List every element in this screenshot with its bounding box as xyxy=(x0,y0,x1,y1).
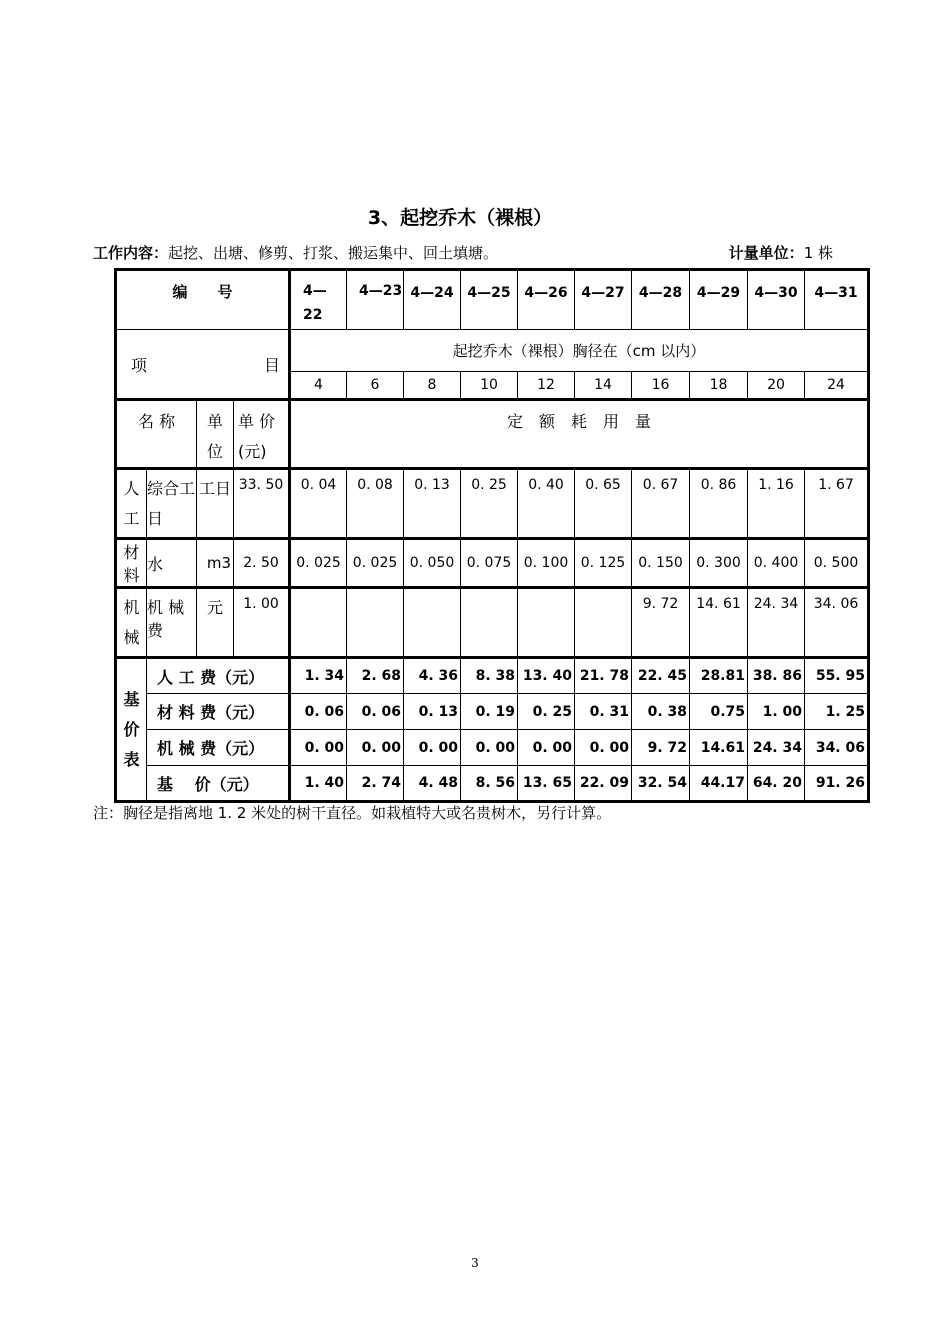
diameter-cell: 18 xyxy=(690,372,748,400)
quota-value: 1. 67 xyxy=(805,469,869,539)
quota-value: 14. 61 xyxy=(690,588,748,658)
base-row-label: 基 价（元） xyxy=(147,766,290,802)
base-total-row xyxy=(116,766,869,802)
code-cell: 4—26 xyxy=(518,270,575,330)
diameter-cell: 24 xyxy=(805,372,869,400)
row-unit: 工日 xyxy=(197,469,234,539)
row-category: 机械 xyxy=(116,588,147,658)
code-cell: 4—31 xyxy=(805,270,869,330)
code-cell: 4—24 xyxy=(404,270,461,330)
base-row-label: 人 工 费（元） xyxy=(147,658,290,694)
base-value: 1. 34 xyxy=(290,658,347,694)
base-value: 0. 00 xyxy=(575,730,632,766)
machinery-row xyxy=(116,588,869,658)
quota-value: 0. 67 xyxy=(632,469,690,539)
base-value: 64. 20 xyxy=(748,766,805,802)
quota-value: 0. 04 xyxy=(290,469,347,539)
base-value: 28.81 xyxy=(690,658,748,694)
base-value: 13. 65 xyxy=(518,766,575,802)
name-header: 名 称 xyxy=(116,400,197,469)
quota-value: 0. 125 xyxy=(575,539,632,588)
quota-value: 0. 500 xyxy=(805,539,869,588)
quota-value xyxy=(290,588,347,658)
base-value: 55. 95 xyxy=(805,658,869,694)
base-machinery-row xyxy=(116,730,869,766)
unit-header: 单位 xyxy=(197,400,234,469)
quota-value: 0. 86 xyxy=(690,469,748,539)
work-content-line xyxy=(93,242,833,263)
price-header: 单 价(元) xyxy=(234,400,290,469)
base-price-label: 基价表 xyxy=(116,658,147,802)
quota-value xyxy=(404,588,461,658)
quota-value: 0. 150 xyxy=(632,539,690,588)
base-value: 2. 68 xyxy=(347,658,404,694)
row-unit: m3 xyxy=(197,539,234,588)
base-value: 44.17 xyxy=(690,766,748,802)
material-row xyxy=(116,539,869,588)
work-content-text: 起挖、出塘、修剪、打浆、搬运集中、回土填塘。 xyxy=(168,244,499,262)
base-value: 38. 86 xyxy=(748,658,805,694)
quota-value: 0. 08 xyxy=(347,469,404,539)
quota-value: 0. 025 xyxy=(290,539,347,588)
base-value: 22. 45 xyxy=(632,658,690,694)
quota-value: 0. 13 xyxy=(404,469,461,539)
quota-value xyxy=(347,588,404,658)
base-value: 21. 78 xyxy=(575,658,632,694)
quota-value: 0. 40 xyxy=(518,469,575,539)
base-value: 8. 38 xyxy=(461,658,518,694)
base-material-row xyxy=(116,694,869,730)
base-value: 14.61 xyxy=(690,730,748,766)
base-value: 22. 09 xyxy=(575,766,632,802)
row-price: 2. 50 xyxy=(234,539,290,588)
code-cell: 4—22 xyxy=(290,270,347,330)
quota-value: 24. 34 xyxy=(748,588,805,658)
row-category: 材料 xyxy=(116,539,147,588)
base-value: 32. 54 xyxy=(632,766,690,802)
base-value: 8. 56 xyxy=(461,766,518,802)
code-cell: 4—25 xyxy=(461,270,518,330)
code-cell: 4—29 xyxy=(690,270,748,330)
base-value: 0. 19 xyxy=(461,694,518,730)
code-cell: 4—27 xyxy=(575,270,632,330)
measure-unit-label: 计量单位： xyxy=(728,244,804,262)
item-row xyxy=(116,330,869,372)
row-unit: 元 xyxy=(197,588,234,658)
quota-value: 0. 100 xyxy=(518,539,575,588)
quota-value: 0. 075 xyxy=(461,539,518,588)
work-content-label: 工作内容： xyxy=(93,244,169,262)
base-value: 0. 00 xyxy=(290,730,347,766)
base-value: 0. 00 xyxy=(461,730,518,766)
base-row-label: 机 械 费（元） xyxy=(147,730,290,766)
diameter-cell: 14 xyxy=(575,372,632,400)
code-cell: 4—30 xyxy=(748,270,805,330)
quota-value: 0. 400 xyxy=(748,539,805,588)
diameter-cell: 4 xyxy=(290,372,347,400)
base-value: 0. 06 xyxy=(290,694,347,730)
quota-table xyxy=(114,268,870,803)
base-value: 0. 38 xyxy=(632,694,690,730)
footnote: 注：胸径是指离地 1. 2 米处的树干直径。如栽植特大或名贵树木，另行计算。 xyxy=(93,804,612,822)
base-value: 2. 74 xyxy=(347,766,404,802)
measure-unit xyxy=(729,242,833,263)
row-category: 人工 xyxy=(116,469,147,539)
quota-value: 0. 300 xyxy=(690,539,748,588)
quota-value: 0. 050 xyxy=(404,539,461,588)
quota-value xyxy=(461,588,518,658)
base-value: 0.75 xyxy=(690,694,748,730)
row-name: 综合工日 xyxy=(147,469,197,539)
measure-unit-value: 1 株 xyxy=(803,244,833,262)
base-value: 13. 40 xyxy=(518,658,575,694)
quota-value: 0. 65 xyxy=(575,469,632,539)
base-value: 0. 25 xyxy=(518,694,575,730)
item-label-cell xyxy=(116,330,290,400)
diameter-cell: 6 xyxy=(347,372,404,400)
row-name: 机 械 费 xyxy=(147,588,197,658)
quota-value xyxy=(518,588,575,658)
code-cell: 4—23 xyxy=(347,270,404,330)
row-price: 33. 50 xyxy=(234,469,290,539)
base-value: 4. 36 xyxy=(404,658,461,694)
quota-value: 34. 06 xyxy=(805,588,869,658)
page-number: 3 xyxy=(471,1256,479,1270)
diameter-cell: 8 xyxy=(404,372,461,400)
diameter-cell: 12 xyxy=(518,372,575,400)
diameter-cell: 10 xyxy=(461,372,518,400)
quota-value: 9. 72 xyxy=(632,588,690,658)
base-value: 0. 13 xyxy=(404,694,461,730)
item-label-left: 项 xyxy=(131,355,148,375)
quota-header: 定 额 耗 用 量 xyxy=(290,400,869,469)
base-value: 0. 06 xyxy=(347,694,404,730)
diameter-cell: 16 xyxy=(632,372,690,400)
code-cell: 4—28 xyxy=(632,270,690,330)
base-value: 1. 25 xyxy=(805,694,869,730)
quota-value: 1. 16 xyxy=(748,469,805,539)
base-value: 34. 06 xyxy=(805,730,869,766)
base-value: 4. 48 xyxy=(404,766,461,802)
base-labor-row xyxy=(116,658,869,694)
labor-row xyxy=(116,469,869,539)
base-value: 9. 72 xyxy=(632,730,690,766)
row-price: 1. 00 xyxy=(234,588,290,658)
base-value: 0. 00 xyxy=(404,730,461,766)
row-name: 水 xyxy=(147,539,197,588)
base-value: 1. 00 xyxy=(748,694,805,730)
base-value: 91. 26 xyxy=(805,766,869,802)
base-value: 1. 40 xyxy=(290,766,347,802)
base-value: 0. 31 xyxy=(575,694,632,730)
diameter-cell: 20 xyxy=(748,372,805,400)
item-label-right: 目 xyxy=(263,355,280,375)
code-row xyxy=(116,270,869,330)
quota-value: 0. 25 xyxy=(461,469,518,539)
base-value: 24. 34 xyxy=(748,730,805,766)
quota-value: 0. 025 xyxy=(347,539,404,588)
quota-value xyxy=(575,588,632,658)
base-value: 0. 00 xyxy=(518,730,575,766)
resource-header-row xyxy=(116,400,869,469)
item-description: 起挖乔木（裸根）胸径在（cm 以内） xyxy=(290,330,869,372)
section-title: 3、起挖乔木（裸根） xyxy=(367,207,553,229)
code-label: 编 号 xyxy=(116,270,290,330)
base-value: 0. 00 xyxy=(347,730,404,766)
base-row-label: 材 料 费（元） xyxy=(147,694,290,730)
